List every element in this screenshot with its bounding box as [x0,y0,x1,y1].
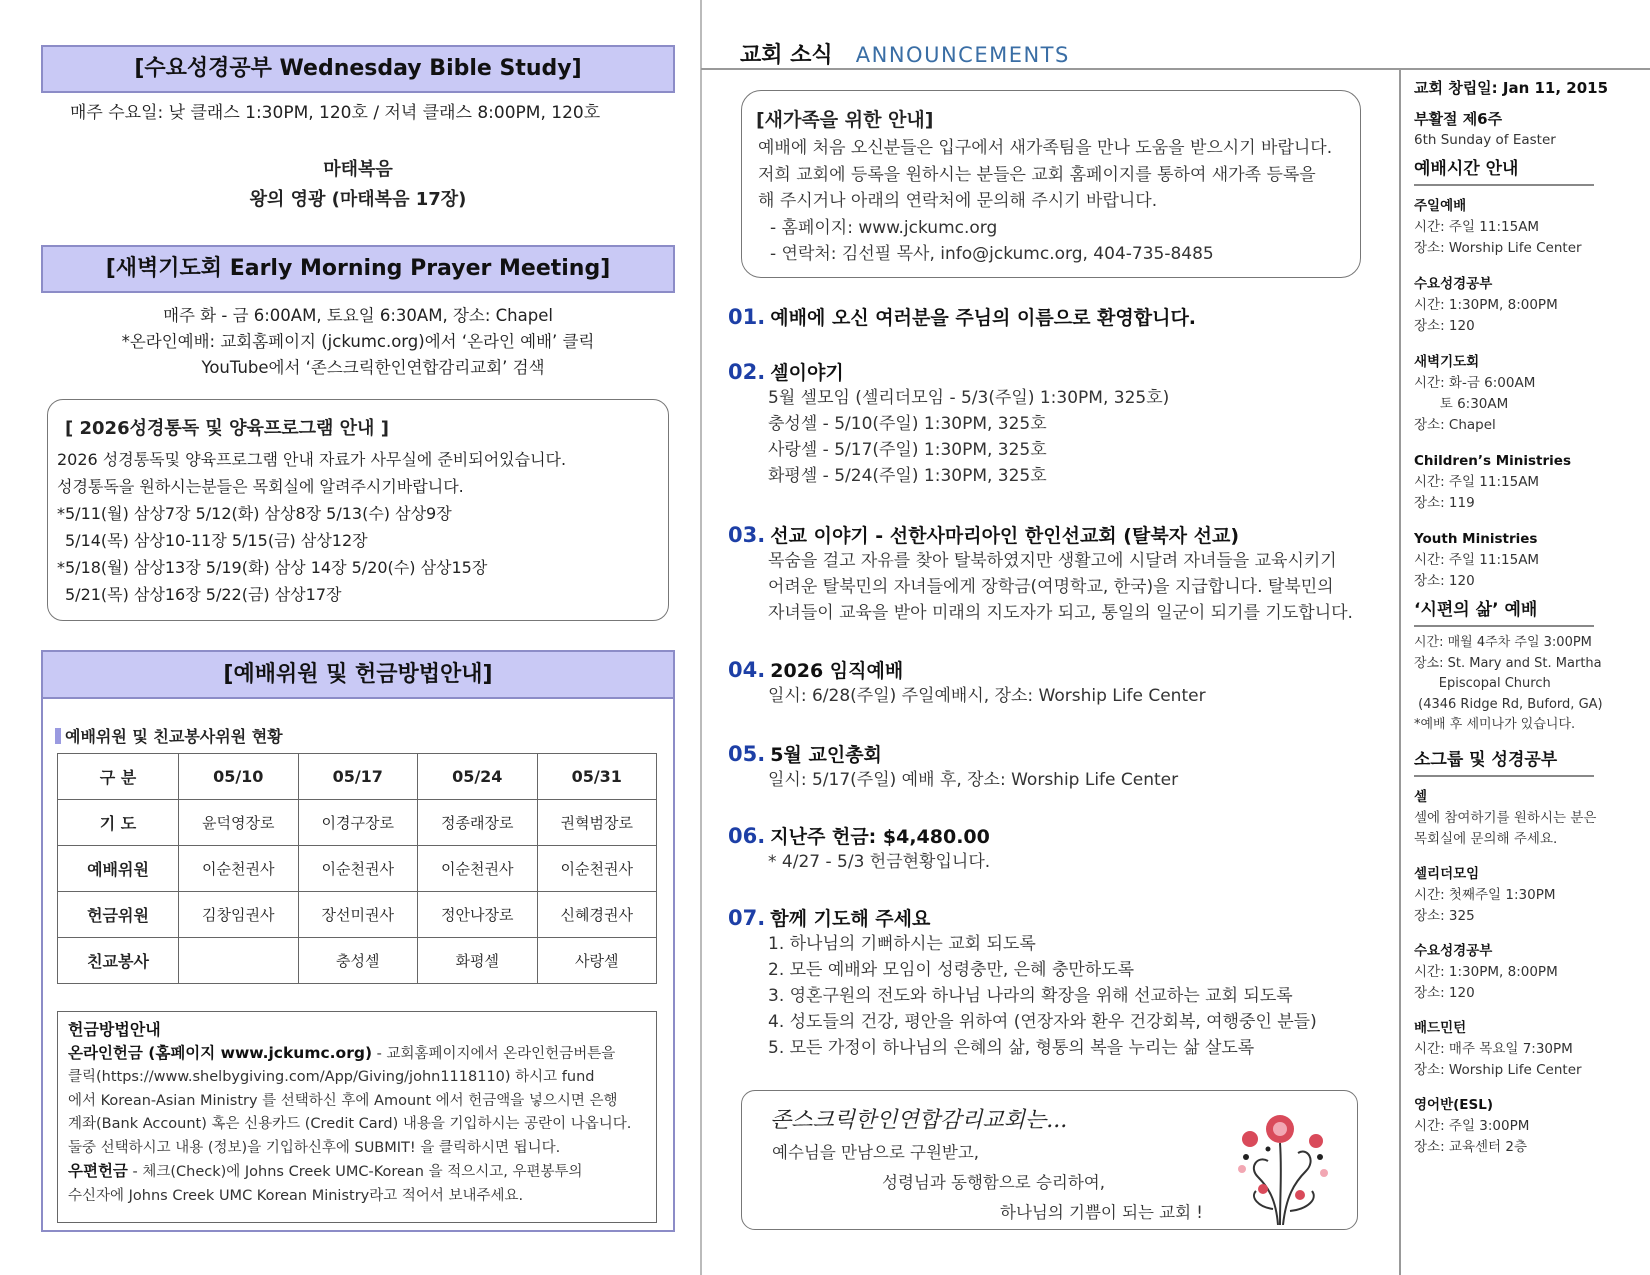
item-03 [728,521,1353,626]
worship-header-text: [예배위원 및 헌금방법안내] [223,662,493,687]
group-entry [1414,787,1644,850]
service-line: 장소: Chapel [1414,417,1496,433]
table-cell: 김창임권사 [179,892,299,938]
item-06 [728,822,990,875]
item-body [728,683,1206,709]
item-line: 5월 셀모임 (셀리더모임 - 5/3(주일) 1:30PM, 325호) [768,388,1170,408]
offering-online [68,1042,646,1067]
wed-book: 마태복음 [323,159,393,180]
item-line: 4. 성도들의 건강, 평안을 위하여 (연장자와 환우 건강회복, 여행중인 분들) [768,1012,1317,1032]
worship-header [43,652,673,699]
row-label: 헌금위원 [58,892,179,938]
motto-line: 예수님을 만남으로 구원받고, [772,1143,980,1162]
group-name: 영어반(ESL) [1414,1096,1494,1113]
item-line: 2. 모든 예배와 모임이 성령충만, 은혜 충만하도록 [768,960,1135,980]
table-row [58,892,657,938]
item-title: 셀이야기 [770,362,844,384]
service-line: 장소: 119 [1414,495,1475,511]
table-row [58,800,657,846]
reading-title: [ 2026성경통독 및 양육프로그램 안내 ] [65,418,389,439]
wed-header-text: [수요성경공부 Wednesday Bible Study] [134,56,582,81]
title-underline [701,68,1650,70]
motto-script: 존스크릭한인연합감리교회는... [770,1108,1068,1133]
table-cell: 권혁범장로 [537,800,657,846]
group-entry [1414,941,1644,1004]
item-title: 2026 임직예배 [770,660,904,682]
newcomer-lines [758,135,1332,268]
worship-subtitle-row [55,724,283,747]
item-line: 일시: 5/17(주일) 예배 후, 장소: Worship Life Center [768,770,1179,790]
table-cell: 윤덕영장로 [179,800,299,846]
item-title: 함께 기도해 주세요 [770,908,931,930]
duty-header-row [58,754,657,800]
item-title: 예배에 오신 여러분을 주님의 이름으로 환영합니다. [770,307,1197,329]
duty-col-header: 구 분 [58,754,179,800]
service-line: 시간: 화-금 6:00AM [1414,375,1536,391]
week-en: 6th Sunday of Easter [1414,132,1556,148]
table-cell: 이순천권사 [298,846,418,892]
offering-title: 헌금방법안내 [68,1020,161,1039]
item-07 [728,904,1317,1061]
service-name: 수요성경공부 [1414,276,1493,292]
service-entry [1414,529,1644,592]
offering-line: 계좌(Bank Account) 혹은 신용카드 (Credit Card) 내용을 기입하시는 공란이 나옵니다. [68,1116,632,1132]
offering-mail [68,1160,646,1185]
item-line: 어려운 탈북민의 자녀들에게 장학금(여명학교, 한국)을 지급합니다. 탈북민의 [768,577,1334,597]
item-line: 충성셀 - 5/10(주일) 1:30PM, 325호 [768,414,1047,434]
motto-line: 성령님과 동행함으로 승리하여, [882,1173,1105,1192]
founded-date: 교회 창립일: Jan 11, 2015 [1414,79,1609,97]
item-line: 목숨을 걸고 자유를 찾아 탈북하였지만 생활고에 시달려 자녀들을 교육시키기 [768,551,1337,571]
item-line: 5. 모든 가정이 하나님의 은혜의 삶, 형통의 복을 누리는 삶 살도록 [768,1038,1255,1058]
table-cell: 이경구장로 [298,800,418,846]
duty-table [57,753,657,984]
newcomer-title: [새가족을 위한 안내] [756,109,934,131]
newcomer-box [741,90,1361,278]
psalm-line: *예배 후 세미나가 있습니다. [1414,717,1576,732]
title-en: ANNOUNCEMENTS [855,43,1070,67]
offering-line: 수신자에 Johns Creek UMC Korean Ministry라고 적어서 보내주세요. [68,1187,524,1204]
table-cell: 이순천권사 [537,846,657,892]
dawn-line: *온라인예배: 교회홈페이지 (jckumc.org)에서 ‘온라인 예배’ 클릭 [121,332,595,351]
item-number: 06. [728,824,766,848]
newcomer-line: 저희 교회에 등록을 원하시는 분들은 교회 홈페이지를 통하여 새가족 등록을 [758,164,1316,185]
service-line: 시간: 주일 11:15AM [1414,474,1540,490]
duty-col-header: 05/24 [418,754,538,800]
service-line: 시간: 주일 11:15AM [1414,219,1540,235]
week-title: 부활절 제6주 [1414,110,1503,128]
service-name: 새벽기도회 [1414,354,1480,370]
item-line: 일시: 6/28(주일) 주일예배시, 장소: Worship Life Center [768,686,1206,706]
group-line: 장소: 120 [1414,984,1475,1001]
newcomer-line: 해 주시거나 아래의 연락처에 문의해 주시기 바랍니다. [758,191,1158,211]
wed-schedule: 매주 수요일: 낮 클래스 1:30PM, 120호 / 저녁 클래스 8:00PM, 120호 [70,103,601,123]
group-line: 시간: 매주 목요일 7:30PM [1414,1040,1573,1057]
table-cell: 충성셀 [298,938,418,984]
group-entry [1414,1018,1644,1081]
item-04 [728,656,1206,709]
motto-line: 하나님의 기쁨이 되는 교회 ! [1000,1203,1203,1222]
duty-col-header: 05/17 [298,754,418,800]
group-name: 셀리더모임 [1414,865,1480,882]
table-cell: 정종래장로 [418,800,538,846]
reading-box [47,399,669,621]
item-number: 05. [728,742,766,766]
newcomer-line: - 연락처: 김선필 목사, info@jckumc.org, 404-735-8485 [770,244,1214,264]
service-line: 토 6:30AM [1414,396,1509,412]
service-entry [1414,451,1644,514]
service-line: 장소: Worship Life Center [1414,240,1582,256]
psalm-lines [1414,633,1644,736]
group-line: 셀에 참여하기를 원하시는 분은 [1414,809,1597,826]
group-line: 장소: Worship Life Center [1414,1061,1582,1078]
reading-lines [57,446,566,608]
page-divider [700,0,702,1275]
item-body [728,931,1317,1061]
group-name: 배드민턴 [1414,1019,1467,1036]
motto-box [741,1090,1358,1230]
table-row [58,938,657,984]
online-label: 온라인헌금 (홈페이지 www.jckumc.org) [68,1043,373,1062]
reading-line: 5/14(목) 삼상10-11장 5/15(금) 삼상12장 [65,531,368,550]
group-line: 시간: 첫째주일 1:30PM [1414,886,1556,903]
table-cell: 신혜경권사 [537,892,657,938]
item-number: 04. [728,658,766,682]
title-ko: 교회 소식 [740,43,833,68]
offering-box [57,1011,657,1223]
item-number: 03. [728,523,766,547]
psalm-line: 시간: 매월 4주차 주일 3:00PM [1414,635,1592,650]
item-body [728,767,1178,793]
item-body [728,385,1169,489]
item-line: 사랑셀 - 5/17(주일) 1:30PM, 325호 [768,440,1047,460]
online-text: - 교회홈페이지에서 온라인헌금버튼을 [372,1045,616,1062]
duty-col-header: 05/10 [179,754,299,800]
item-title: 5월 교인총회 [770,744,882,766]
psalm-line: Episcopal Church [1414,676,1551,691]
dawn-header [41,245,675,293]
item-title: 지난주 헌금: $4,480.00 [770,826,990,848]
psalm-line: (4346 Ridge Rd, Buford, GA) [1414,696,1603,712]
reading-line: 2026 성경통독및 양육프로그램 안내 자료가 사무실에 준비되어있습니다. [57,450,567,469]
sidebar-divider [1399,68,1401,1275]
table-cell: 장선미권사 [298,892,418,938]
reading-line: 5/21(목) 삼상16장 5/22(금) 삼상17장 [65,585,342,604]
service-name: Children’s Ministries [1414,453,1571,469]
group-name: 수요성경공부 [1414,942,1493,959]
row-label: 친교봉사 [58,938,179,984]
mail-text: - 체크(Check)에 Johns Creek UMC-Korean 을 적으시고, 우편봉투의 [127,1164,583,1180]
group-line: 장소: 325 [1414,907,1475,924]
duty-col-header: 05/31 [537,754,657,800]
service-line: 장소: 120 [1414,573,1475,589]
row-label: 예배위원 [58,846,179,892]
dawn-header-text: [새벽기도회 Early Morning Prayer Meeting] [105,256,611,281]
mail-label: 우편헌금 [68,1162,128,1180]
reading-line: *5/18(월) 삼상13장 5/19(화) 삼상 14장 5/20(수) 삼상15장 [57,558,488,577]
group-name: 셀 [1414,788,1428,805]
service-line: 시간: 주일 11:15AM [1414,552,1540,568]
service-entry [1414,196,1644,259]
newcomer-line: 예배에 처음 오신분들은 입구에서 새가족팀을 만나 도움을 받으시기 바랍니다. [758,138,1333,158]
offering-line: 에서 Korean-Asian Ministry 를 선택하신 후에 Amount 에서 헌금액을 넣으시면 은행 [68,1092,618,1109]
worship-box [41,650,675,1232]
service-name: 주일예배 [1414,198,1467,214]
times-title: 예배시간 안내 [1414,159,1594,186]
offering-line: 클릭(https://www.shelbygiving.com/App/Giving/john1118110) 하시고 fund [68,1069,595,1085]
service-entry [1414,352,1644,436]
item-line: * 4/27 - 5/3 헌금현황입니다. [768,852,991,872]
table-row [58,846,657,892]
bullet-marker [55,728,61,744]
service-entry [1414,274,1644,337]
table-cell: 이순천권사 [418,846,538,892]
service-name: Youth Ministries [1414,531,1538,547]
table-cell [179,938,299,984]
item-line: 화평셀 - 5/24(주일) 1:30PM, 325호 [768,466,1047,486]
item-body [728,548,1353,626]
flower-illustration [1228,1099,1338,1225]
group-entry [1414,1095,1644,1158]
item-number: 02. [728,360,766,384]
row-label: 기 도 [58,800,179,846]
item-line: 자녀들이 교육을 받아 미래의 지도자가 되고, 통일의 일군이 되기를 기도합니다. [768,603,1353,623]
dawn-line: 매주 화 - 금 6:00AM, 토요일 6:30AM, 장소: Chapel [163,306,553,325]
item-01 [728,303,1196,330]
service-line: 시간: 1:30PM, 8:00PM [1414,297,1558,313]
reading-line: *5/11(월) 삼상7장 5/12(화) 삼상8장 5/13(수) 삼상9장 [57,504,452,523]
group-line: 목회실에 문의해 주세요. [1414,830,1558,847]
table-cell: 정안나장로 [418,892,538,938]
smallgroup-title: 소그룹 및 성경공부 [1414,750,1594,777]
table-cell: 화평셀 [418,938,538,984]
group-line: 시간: 주일 3:00PM [1414,1117,1530,1134]
sidebar [1414,78,1644,1158]
item-line: 1. 하나님의 기뻐하시는 교회 되도록 [768,934,1036,954]
wed-topic: 왕의 영광 (마태복음 17장) [249,189,467,210]
newcomer-line: - 홈페이지: www.jckumc.org [770,217,998,238]
item-line: 3. 영혼구원의 전도와 하나님 나라의 확장을 위해 선교하는 교회 되도록 [768,986,1293,1006]
psalm-line: 장소: St. Mary and St. Martha [1414,655,1602,671]
item-title: 선교 이야기 - 선한사마리아인 한인선교회 (탈북자 선교) [770,525,1240,547]
item-05 [728,740,1178,793]
table-cell: 사랑셀 [537,938,657,984]
service-line: 장소: 120 [1414,318,1475,334]
group-line: 장소: 교육센터 2층 [1414,1138,1528,1155]
reading-line: 성경통독을 원하시는분들은 목회실에 알려주시기바랍니다. [57,477,464,496]
item-number: 01. [728,305,766,329]
group-line: 시간: 1:30PM, 8:00PM [1414,963,1558,980]
group-entry [1414,864,1644,927]
table-cell: 이순천권사 [179,846,299,892]
psalm-title: ‘시편의 삶’ 예배 [1414,600,1594,627]
offering-line: 둘중 선택하시고 내용 (정보)을 기입하신후에 SUBMIT! 을 클릭하시면 됩니다. [68,1139,561,1156]
worship-subtitle: 예배위원 및 친교봉사위원 현황 [65,727,283,746]
item-number: 07. [728,906,766,930]
wed-header [41,45,675,93]
item-02 [728,358,1169,489]
item-body [728,849,990,875]
announcements-title [740,38,1070,69]
dawn-lines [41,303,675,381]
dawn-line: YouTube에서 ‘존스크릭한인연합감리교회’ 검색 [201,358,545,377]
